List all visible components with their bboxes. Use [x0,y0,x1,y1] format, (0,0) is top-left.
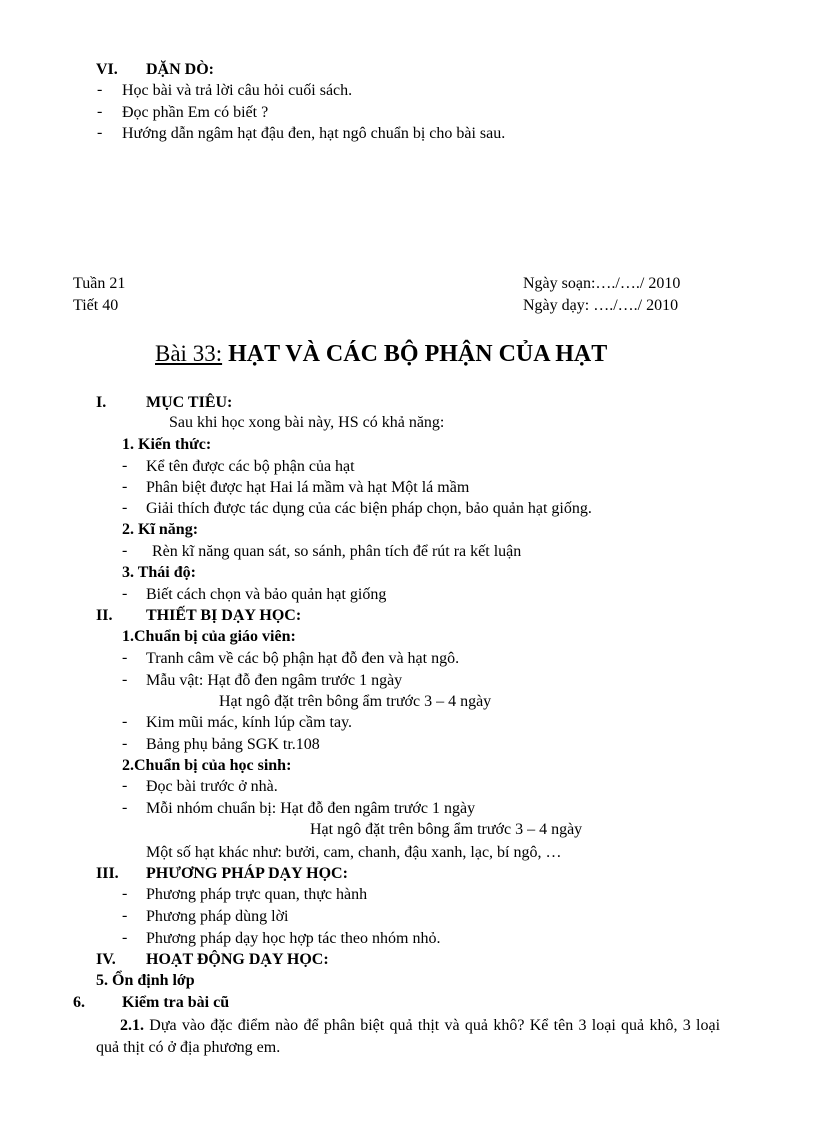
section-iv-number: IV. [96,951,116,968]
review-question-number: 2.1. [120,1017,144,1034]
student-prep-heading: 2.Chuẩn bị của học sinh: [122,757,292,774]
student-prep-item-more: Một số hạt khác như: bưởi, cam, chanh, đậu xanh, lạc, bí ngô, … [146,844,562,861]
bullet-dash: - [122,457,128,474]
period-label: Tiết 40 [73,297,119,314]
review-question-text: Dựa vào đặc điểm nào để phân biệt quả thịt và quả khô? Kể tên 3 loại quả khô, 3 loại quả thịt có ở địa phương em. [96,1017,721,1056]
bullet-dash: - [122,671,128,688]
teacher-prep-item-cont: Hạt ngô đặt trên bông ẩm trước 3 – 4 ngày [219,693,492,710]
section-vi-heading: DẶN DÒ: [146,61,214,78]
method-item: Phương pháp trực quan, thực hành [146,886,368,903]
step-6-heading: Kiểm tra bài cũ [122,994,230,1011]
teacher-prep-item: Kim mũi mác, kính lúp cầm tay. [146,714,353,731]
teacher-prep-item: Tranh câm về các bộ phận hạt đỗ đen và hạt ngô. [146,650,460,667]
bullet-dash: - [122,713,128,730]
objectives-intro: Sau khi học xong bài này, HS có khả năng: [169,414,445,431]
bullet-dash: - [122,907,128,924]
student-prep-item: Đọc bài trước ở nhà. [146,778,278,795]
bullet-dash: - [122,799,128,816]
section-i-heading: MỤC TIÊU: [146,394,233,411]
bullet-dash: - [122,929,128,946]
bullet-dash: - [122,585,128,602]
teach-date: Ngày dạy: …./…./ 2010 [523,297,679,314]
teacher-prep-item: Mẫu vật: Hạt đỗ đen ngâm trước 1 ngày [146,672,403,689]
homework-item: Học bài và trả lời câu hỏi cuối sách. [122,82,353,99]
knowledge-item: Kể tên được các bộ phận của hạt [146,458,355,475]
method-item: Phương pháp dạy học hợp tác theo nhóm nhỏ. [146,930,441,947]
method-item: Phương pháp dùng lời [146,908,289,925]
knowledge-heading: 1. Kiến thức: [122,436,212,453]
student-prep-item: Mỗi nhóm chuẩn bị: Hạt đỗ đen ngâm trước 1 ngày [146,800,476,817]
homework-item: Hướng dẫn ngâm hạt đậu đen, hạt ngô chuẩn bị cho bài sau. [122,125,506,142]
bullet-dash: - [97,103,103,120]
knowledge-item: Phân biệt được hạt Hai lá mầm và hạt Một lá mầm [146,479,470,496]
lesson-number: Bài 33: [155,341,223,366]
bullet-dash: - [97,124,103,141]
student-prep-item-cont: Hạt ngô đặt trên bông ẩm trước 3 – 4 ngày [310,821,583,838]
lesson-title-text: HẠT VÀ CÁC BỘ PHẬN CỦA HẠT [228,341,608,367]
skills-item: Rèn kĩ năng quan sát, so sánh, phân tích để rút ra kết luận [152,543,522,560]
bullet-dash: - [122,478,128,495]
bullet-dash: - [122,499,128,516]
knowledge-item: Giải thích được tác dụng của các biện pháp chọn, bảo quản hạt giống. [146,500,592,517]
bullet-dash: - [122,649,128,666]
bullet-dash: - [122,777,128,794]
teacher-prep-item: Bảng phụ bảng SGK tr.108 [146,736,320,753]
attitude-item: Biết cách chọn và bảo quản hạt giống [146,586,387,603]
prep-date: Ngày soạn:…./…./ 2010 [523,275,681,292]
bullet-dash: - [97,81,103,98]
section-iii-number: III. [96,865,119,882]
section-ii-heading: THIẾT BỊ DẠY HỌC: [146,607,302,624]
review-question [96,1015,720,1059]
bullet-dash: - [122,735,128,752]
attitude-heading: 3. Thái độ: [122,564,196,581]
section-vi-number: VI. [96,61,118,78]
section-i-number: I. [96,394,107,411]
step-5: 5. Ổn định lớp [96,972,195,989]
bullet-dash: - [122,542,128,559]
section-ii-number: II. [96,607,113,624]
week-label: Tuần 21 [73,275,126,292]
step-6-number: 6. [73,994,85,1011]
teacher-prep-heading: 1.Chuẩn bị của giáo viên: [122,628,296,645]
lesson-title [155,339,607,369]
homework-item: Đọc phần Em có biết ? [122,104,269,121]
section-iv-heading: HOẠT ĐỘNG DẠY HỌC: [146,951,329,968]
skills-heading: 2. Kĩ năng: [122,521,199,538]
section-iii-heading: PHƯƠNG PHÁP DẠY HỌC: [146,865,348,882]
bullet-dash: - [122,885,128,902]
